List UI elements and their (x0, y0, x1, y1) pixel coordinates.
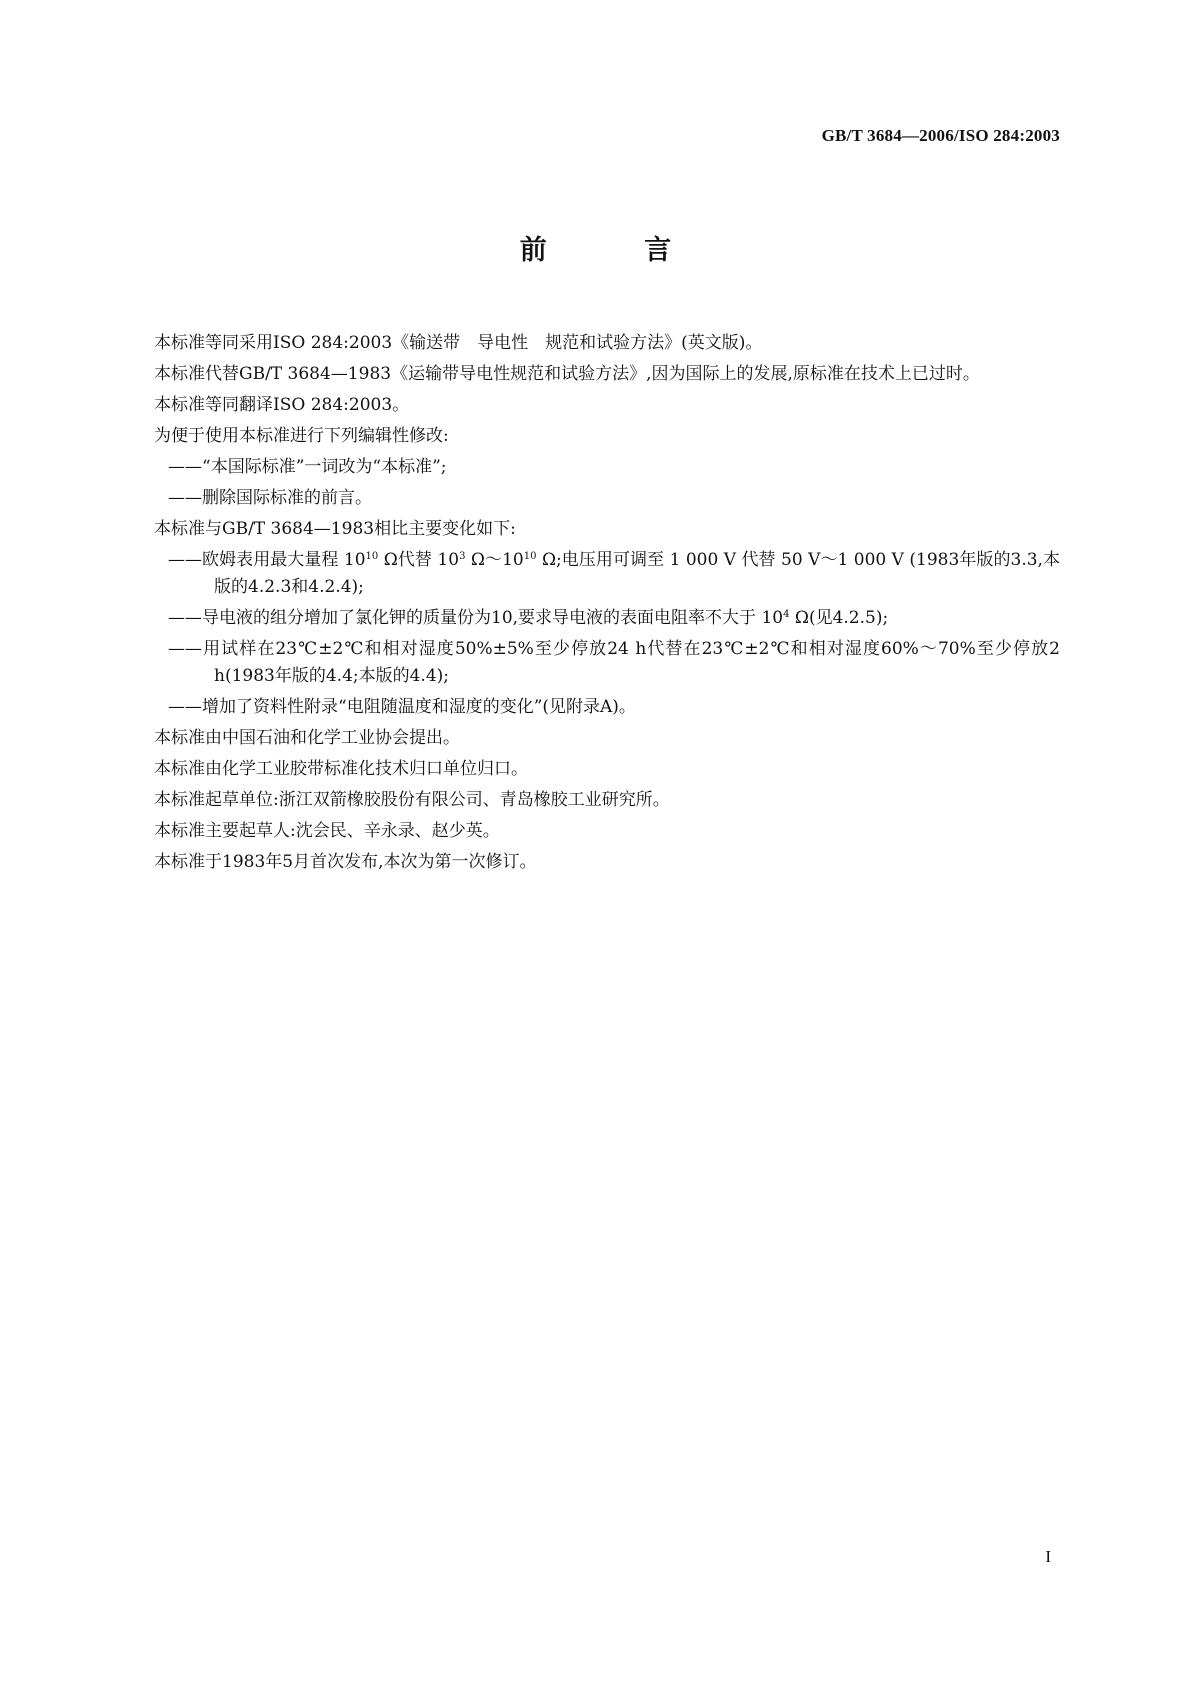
change-item-1 (120, 547, 1060, 601)
paragraph-changes-intro: 本标准与GB/T 3684—1983相比主要变化如下: (154, 519, 516, 539)
change-item-1-text-a: ——欧姆表用最大量程 10 (168, 550, 366, 570)
change-item-2-text-a: ——导电液的组分增加了氯化钾的质量份为10,要求导电液的表面电阻率不大于 10 (168, 608, 784, 628)
change-item-1-text-b: Ω代替 10 (378, 550, 460, 570)
editorial-item-2: ——删除国际标准的前言。 (168, 488, 372, 508)
page-number: I (1045, 1547, 1051, 1566)
paragraph-translation: 本标准等同翻译ISO 284:2003。 (154, 395, 410, 415)
change-item-3: ——用试样在23℃±2℃和相对湿度50%±5%至少停放24 h代替在23℃±2℃和相对湿度60%～70%至少停放2 h(1983年版的4.4;本版的4.4); (168, 639, 1060, 686)
change-item-4: ——增加了资料性附录“电阻随温度和湿度的变化”(见附录A)。 (168, 697, 636, 717)
superscript-3: 3 (459, 551, 466, 562)
superscript-10: 10 (365, 551, 379, 562)
superscript-4: 4 (783, 609, 790, 620)
change-item-2-text-b: Ω(见4.2.5); (789, 608, 889, 628)
standard-code-header: GB/T 3684—2006/ISO 284:2003 (821, 126, 1060, 145)
paragraph-history: 本标准于1983年5月首次发布,本次为第一次修订。 (154, 852, 537, 872)
paragraph-drafting-units: 本标准起草单位:浙江双箭橡胶股份有限公司、青岛橡胶工业研究所。 (154, 790, 670, 810)
paragraph-technical-unit: 本标准由化学工业胶带标准化技术归口单位归口。 (154, 759, 528, 779)
superscript-10b: 10 (523, 551, 537, 562)
paragraph-proposer: 本标准由中国石油和化学工业协会提出。 (154, 728, 460, 748)
change-item-1-text-c: Ω～10 (465, 550, 524, 570)
paragraph-editorial-intro: 为便于使用本标准进行下列编辑性修改: (154, 426, 449, 446)
paragraph-adoption: 本标准等同采用ISO 284:2003《输送带 导电性 规范和试验方法》(英文版)。 (154, 333, 763, 353)
foreword-body (120, 330, 1060, 880)
paragraph-replacement: 本标准代替GB/T 3684—1983《运输带导电性规范和试验方法》,因为国际上的发展,原标准在技术上已过时。 (154, 364, 980, 384)
page-title: 前 言 (519, 235, 716, 266)
editorial-item-1: ——“本国际标准”一词改为“本标准”; (168, 457, 447, 477)
change-item-1-text-d: Ω;电压用可调至 1 000 V 代替 50 V～1 000 V (1983年版的3.3,本版的4.2.3和4.2.4); (214, 550, 1060, 597)
change-item-2 (120, 605, 1060, 632)
paragraph-drafters: 本标准主要起草人:沈会民、辛永录、赵少英。 (154, 821, 500, 841)
